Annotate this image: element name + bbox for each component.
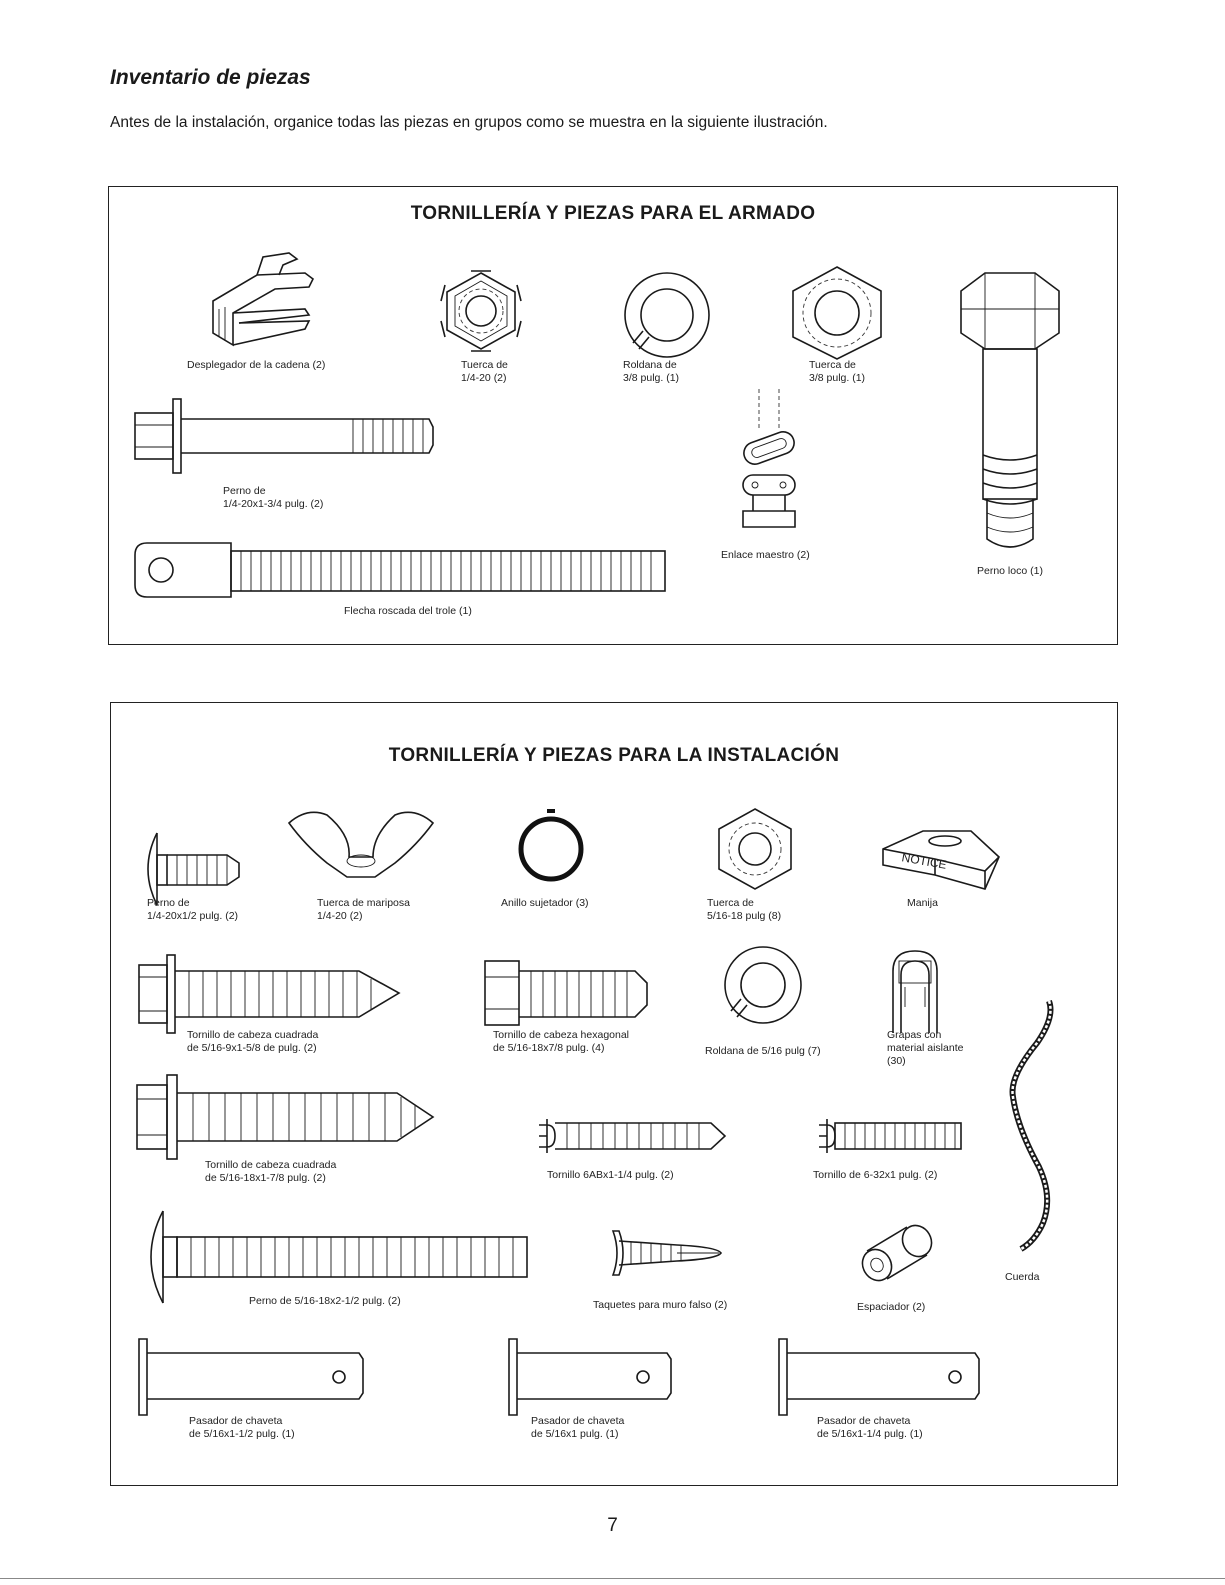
wing-nut-label: Tuerca de mariposa 1/4-20 (2) xyxy=(317,897,410,922)
rope-label: Cuerda xyxy=(1005,1271,1040,1283)
ring-fastener-label: Anillo sujetador (3) xyxy=(501,897,589,909)
lock-washer-38-label: Roldana de 3/8 pulg. (1) xyxy=(623,359,680,384)
threaded-shaft-label: Flecha roscada del trole (1) xyxy=(344,605,472,617)
carriage-bolt-long-label: Perno de 5/16-18x2-1/2 pulg. (2) xyxy=(249,1295,401,1307)
bolt-quarter-label: Perno de 1/4-20x1-3/4 pulg. (2) xyxy=(223,485,324,510)
washer-516-label: Roldana de 5/16 pulg (7) xyxy=(705,1045,821,1057)
assembly-hardware-panel xyxy=(108,186,1118,645)
chain-spreader-label: Desplegador de la cadena (2) xyxy=(187,359,326,371)
bottom-rule xyxy=(0,1578,1225,1579)
clevis-pin-1-label: Pasador de chaveta de 5/16x1 pulg. (1) xyxy=(531,1415,625,1440)
drywall-anchors-label: Taquetes para muro falso (2) xyxy=(593,1299,728,1311)
installation-hardware-panel xyxy=(110,702,1118,1486)
spacer-label: Espaciador (2) xyxy=(857,1301,926,1313)
installation-panel-title: TORNILLERÍA Y PIEZAS PARA LA INSTALACIÓN xyxy=(388,745,840,766)
assembly-panel-title: TORNILLERÍA Y PIEZAS PARA EL ARMADO xyxy=(410,203,816,224)
handle-notice-text: NOTICE xyxy=(900,850,948,872)
page-number: 7 xyxy=(607,1515,618,1536)
lag-screw-158-label: Tornillo de cabeza cuadrada de 5/16-9x1-5/8 de pulg. (2) xyxy=(187,1029,319,1054)
master-link-label: Enlace maestro (2) xyxy=(721,549,810,561)
intro-paragraph: Antes de la instalación, organice todas las piezas en grupos como se muestra en la siguiente ilustración. xyxy=(110,114,828,131)
clevis-pin-114-label: Pasador de chaveta de 5/16x1-1/4 pulg. (1) xyxy=(817,1415,923,1440)
clevis-pin-112-label: Pasador de chaveta de 5/16x1-1/2 pulg. (1) xyxy=(189,1415,295,1440)
handle-label: Manija xyxy=(907,897,938,909)
lag-screw-178-label: Tornillo de cabeza cuadrada de 5/16-18x1-7/8 pulg. (2) xyxy=(205,1159,337,1184)
screw-6ab-label: Tornillo 6ABx1-1/4 pulg. (2) xyxy=(547,1169,674,1181)
nut-38-label: Tuerca de 3/8 pulg. (1) xyxy=(809,359,866,384)
hex-screw-label: Tornillo de cabeza hexagonal de 5/16-18x7/8 pulg. (4) xyxy=(493,1029,630,1054)
section-heading: Inventario de piezas xyxy=(110,66,311,89)
idler-bolt-label: Perno loco (1) xyxy=(977,565,1043,577)
nut-516-label: Tuerca de 5/16-18 pulg (8) xyxy=(707,897,782,922)
screw-632-label: Tornillo de 6-32x1 pulg. (2) xyxy=(813,1169,938,1181)
nut-quarter-label: Tuerca de 1/4-20 (2) xyxy=(461,359,508,384)
insulated-staples-label: Grapas con material aislante (30) xyxy=(887,1029,964,1067)
carriage-bolt-small-label: Perno de 1/4-20x1/2 pulg. (2) xyxy=(147,897,239,922)
